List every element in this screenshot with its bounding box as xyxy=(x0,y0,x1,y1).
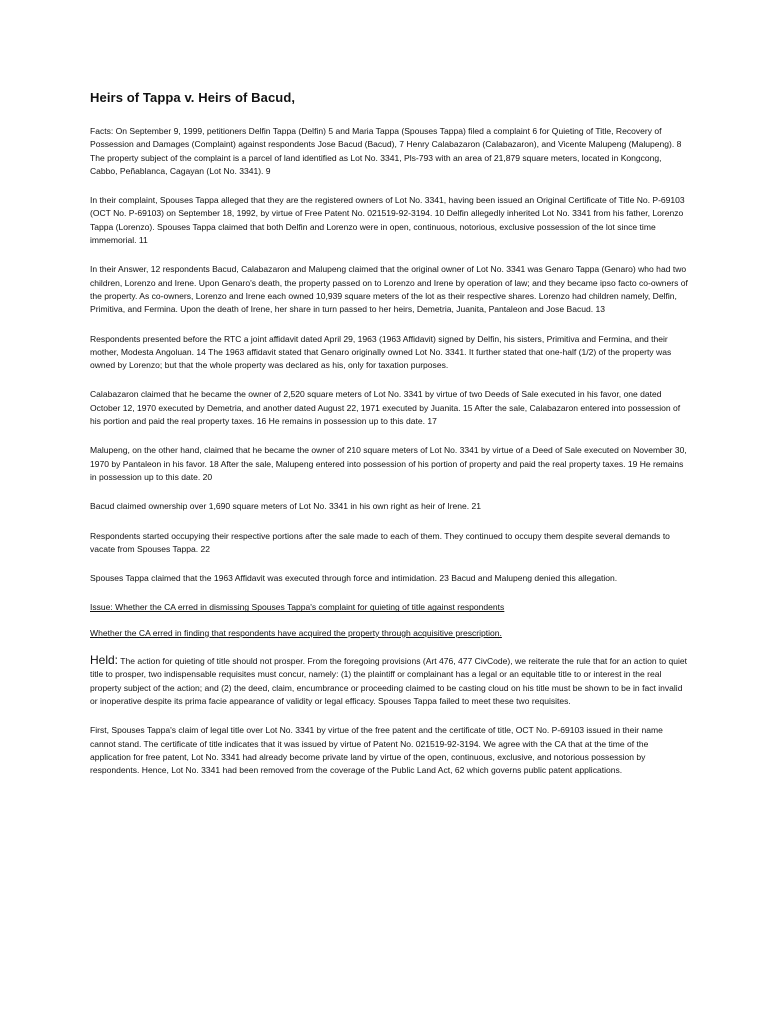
case-title: Heirs of Tappa v. Heirs of Bacud, xyxy=(90,90,296,105)
paragraph-affidavit: Respondents presented before the RTC a joint affidavit dated April 29, 1963 (1963 Affidavit) signed by Delfin, his sisters, Primitiva and Fermina, and their mother, Modesta Angoluan. 14 The 1963 affidavit stated that Genaro originally owned Lot No. 3341. It further stated that one-half (1/2) of the property was owned by Lorenzo; but that the whole property was declared as his, only for taxation purposes. xyxy=(90,333,672,371)
paragraph-malupeng: Malupeng, on the other hand, claimed that he became the owner of 210 square meters of Lot No. 3341 by virtue of a Deed of Sale executed on November 30, 1970 by Pantaleon in his favor. 18 After the sale, Malupeng entered into possession of his portion of property and paid the real property taxes. 19 He remains in possession up to this date. 20 xyxy=(90,445,687,482)
issue-two: Whether the CA erred in finding that respondents have acquired the property through acquisitive prescription. xyxy=(90,627,502,638)
paragraph-bacud: Bacud claimed ownership over 1,690 square meters of Lot No. 3341 in his own right as heir of Irene. 21 xyxy=(90,501,482,512)
paragraph-calabazaron: Calabazaron claimed that he became the owner of 2,520 square meters of Lot No. 3341 by virtue of two Deeds of Sale executed in his favor, one dated October 12, 1970 executed by Demetria, and another dated August 22, 1971 executed by Juanita. 15 After the sale, Calabazaron entered into possession of his portion and paid the real property taxes. 16 He remains in possession up to this date. 17 xyxy=(90,389,681,427)
held-label: Held: xyxy=(90,653,119,668)
paragraph-complaint: In their complaint, Spouses Tappa alleged that they are the registered owners of Lot No. 3341, having been issued an Original Certificate of Title No. P-69103 (OCT No. P-69103) on September 18, 1992, by virtue of Free Patent No. 021519-92-3194. 10 Delfin allegedly inherited Lot No. 3341 from his father, Lorenzo Tappa (Lorenzo). Spouses Tappa claimed that both Delfin and Lorenzo were in open, continuous, notorious, exclusive possession of the lot since time immemorial. 11 xyxy=(90,195,685,246)
paragraph-facts: Facts: On September 9, 1999, petitioners Delfin Tappa (Delfin) 5 and Maria Tappa (Spouses Tappa) filed a complaint 6 for Quieting of Title, Recovery of Possession and Damages (Complaint) against respondents Jose Bacud (Bacud), 7 Henry Calabazaron (Calabazaron), and Vicente Malupeng (Malupeng). 8 The property subject of the complaint is a parcel of land identified as Lot No. 3341, Pls-793 with an area of 21,879 square meters, located in Kongcong, Cabbo, Peñablanca, Cagayan (Lot No. 3341). 9 xyxy=(90,126,682,176)
paragraph-occupation: Respondents started occupying their respective portions after the sale made to each of them. They continued to occupy them despite several demands to vacate from Spouses Tappa. 22 xyxy=(90,530,670,554)
paragraph-held xyxy=(90,654,690,708)
document-body xyxy=(90,90,690,793)
paragraph-first-point: First, Spouses Tappa's claim of legal title over Lot No. 3341 by virtue of the free patent and the certificate of title, OCT No. P-69103 issued in their name cannot stand. The certificate of title indicates that it was issued by virtue of Patent No. 021519-92-3194. We agree with the CA that at the time of the application for free patent, Lot No. 3341 had already become private land by virtue of the open, continuous, exclusive, and notorious possession by respondents. Hence, Lot No. 3341 had been removed from the coverage of the Public Land Act, 62 which governs public patent applications. xyxy=(90,725,663,776)
held-text: The action for quieting of title should not prosper. From the foregoing provisions (Art 476, 477 CivCode), we reiterate the rule that for an action to quiet title to prosper, two indispensable requisites must concur, namely: (1) the plaintiff or complainant has a legal or an equitable title to or interest in the real property subject of the action; and (2) the deed, claim, encumbrance or proceeding claimed to be casting cloud on his title must be shown to be in fact invalid or inoperative despite its prima facie appearance of validity or legal efficacy. Spouses Tappa failed to meet these two requisites. xyxy=(90,656,688,706)
paragraph-answer: In their Answer, 12 respondents Bacud, Calabazaron and Malupeng claimed that the original owner of Lot No. 3341 was Genaro Tappa (Genaro) who had two children, Lorenzo and Irene. Upon Genaro's death, the property passed on to Lorenzo and Irene by operation of law; and they became ipso facto co-owners of the property. As co-owners, Lorenzo and Irene each owned 10,939 square meters of the lot as their respective shares. Lorenzo had children namely, Delfin, Primitiva, and Fermina. Upon the death of Irene, her share in turn passed to her heirs, Demetria, Juanita, Pantaleon and Jose Bacud. 13 xyxy=(90,264,688,315)
paragraph-force: Spouses Tappa claimed that the 1963 Affidavit was executed through force and intimidation. 23 Bacud and Malupeng denied this allegation. xyxy=(90,573,618,584)
issue-one: Issue: Whether the CA erred in dismissing Spouses Tappa's complaint for quieting of title against respondents xyxy=(90,602,505,613)
